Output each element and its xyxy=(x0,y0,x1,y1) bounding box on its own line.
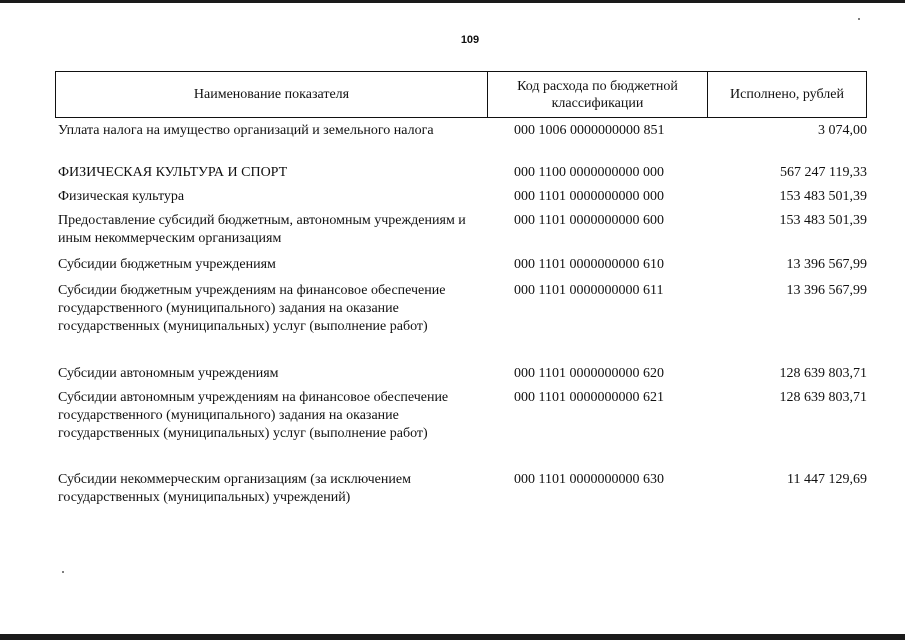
row-name: Субсидии автономным учреждениям xyxy=(58,366,279,381)
row-code: 000 1101 0000000000 600 xyxy=(514,213,664,228)
table-header xyxy=(55,71,867,118)
header-name: Наименование показателя xyxy=(56,72,488,117)
header-amount: Исполнено, рублей xyxy=(730,87,844,102)
row-amount: 128 639 803,71 xyxy=(779,366,867,381)
row-name: Субсидии бюджетным учреждениям xyxy=(58,257,276,272)
header-code: Код расхода по бюджетной классификации xyxy=(488,72,708,117)
scan-bottom-border xyxy=(0,634,905,640)
row-name: Физическая культура xyxy=(58,189,185,204)
row-amount: 3 074,00 xyxy=(818,123,867,138)
row-amount: 11 447 129,69 xyxy=(787,472,867,487)
scan-speck xyxy=(858,18,860,20)
scan-top-border xyxy=(0,0,905,3)
row-code: 000 1006 0000000000 851 xyxy=(514,123,665,138)
row-amount: 128 639 803,71 xyxy=(779,390,867,405)
row-code: 000 1101 0000000000 630 xyxy=(514,472,664,487)
row-name: Субсидии некоммерческим организациям (за исключением государственных (муниципальных) учреждений) xyxy=(58,472,411,505)
row-name: Уплата налога на имущество организаций и земельного налога xyxy=(58,123,434,138)
row-code: 000 1101 0000000000 611 xyxy=(514,283,664,298)
row-name: Предоставление субсидий бюджетным, автономным учреждениям и иным некоммерческим организациям xyxy=(58,213,466,246)
row-code: 000 1101 0000000000 621 xyxy=(514,390,664,405)
page-number: 109 xyxy=(460,34,480,46)
row-name: Субсидии бюджетным учреждениям на финансовое обеспечение государственного (муниципального) задания на оказание государственных (муниципальных) услуг (выполнение работ) xyxy=(58,283,446,334)
row-amount: 153 483 501,39 xyxy=(779,189,867,204)
row-amount: 567 247 119,33 xyxy=(780,165,867,180)
row-amount: 13 396 567,99 xyxy=(786,283,867,298)
row-code: 000 1101 0000000000 620 xyxy=(514,366,664,381)
row-code: 000 1101 0000000000 000 xyxy=(514,189,664,204)
row-name: ФИЗИЧЕСКАЯ КУЛЬТУРА И СПОРТ xyxy=(58,165,288,180)
row-amount: 153 483 501,39 xyxy=(779,213,867,228)
row-name: Субсидии автономным учреждениям на финансовое обеспечение государственного (муниципального) задания на оказание государственных (муниципальных) услуг (выполнение работ) xyxy=(58,390,449,441)
scan-speck xyxy=(62,571,64,573)
row-code: 000 1101 0000000000 610 xyxy=(514,257,664,272)
row-code: 000 1100 0000000000 000 xyxy=(514,165,664,180)
row-amount: 13 396 567,99 xyxy=(786,257,867,272)
